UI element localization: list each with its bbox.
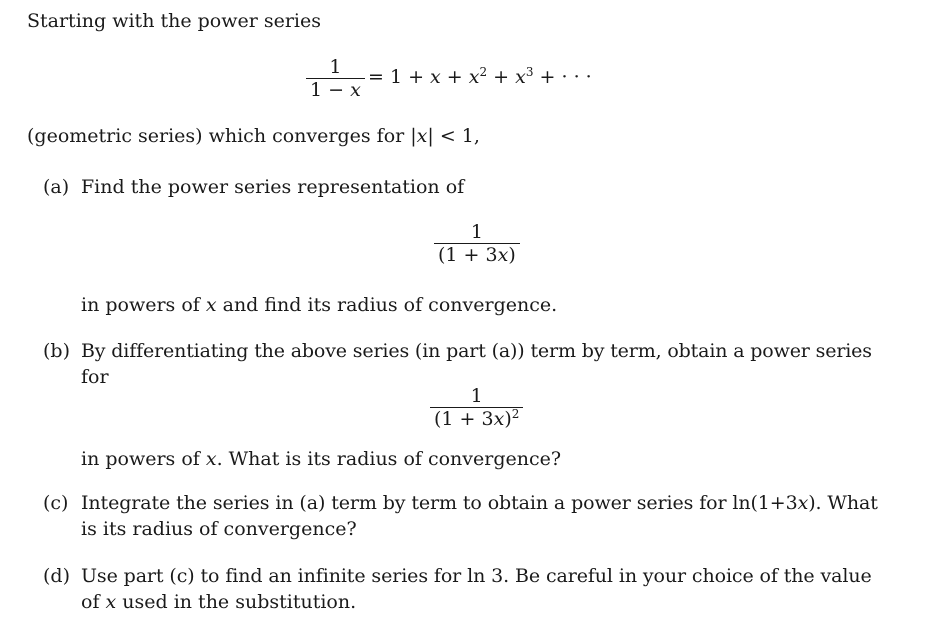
part-b-text-cont: for (81, 366, 109, 388)
part-a-followup: in powers of x and find its radius of convergence. (81, 294, 558, 316)
fraction-numerator: 1 (470, 385, 483, 407)
fraction-denominator: (1 + 3x) (438, 244, 516, 266)
part-b-label: (b) (43, 340, 70, 362)
part-c-label: (c) (43, 492, 69, 514)
part-c-text: Integrate the series in (a) term by term to obtain a power series for ln(1+3x). What (81, 492, 878, 514)
intro-line: Starting with the power series (27, 10, 321, 32)
part-d-text-cont: of x used in the substitution. (81, 591, 357, 613)
part-c-text-cont: is its radius of convergence? (81, 518, 357, 540)
fraction-numerator: 1 (470, 221, 483, 243)
part-a-text: Find the power series representation of (81, 176, 465, 198)
geometric-rhs: = $1 + x + x^2 + x^3$ + · · · (368, 65, 592, 88)
geometric-fraction (306, 56, 365, 101)
fraction-denominator: 1 − x (310, 79, 361, 101)
part-b-fraction (430, 385, 523, 430)
fraction-numerator: 1 (329, 56, 342, 78)
part-a-label: (a) (43, 176, 70, 198)
part-b-followup: in powers of x. What is its radius of convergence? (81, 448, 562, 470)
part-b-text: By differentiating the above series (in part (a)) term by term, obtain a power series (81, 340, 872, 362)
part-d-label: (d) (43, 565, 70, 587)
fraction-denominator: $(1 + 3x)^2$ (434, 407, 520, 430)
convergence-line: (geometric series) which converges for |x| < 1, (27, 125, 480, 147)
part-a-fraction (434, 221, 520, 266)
part-d-text: Use part (c) to find an infinite series for ln 3. Be careful in your choice of the value (81, 565, 872, 587)
